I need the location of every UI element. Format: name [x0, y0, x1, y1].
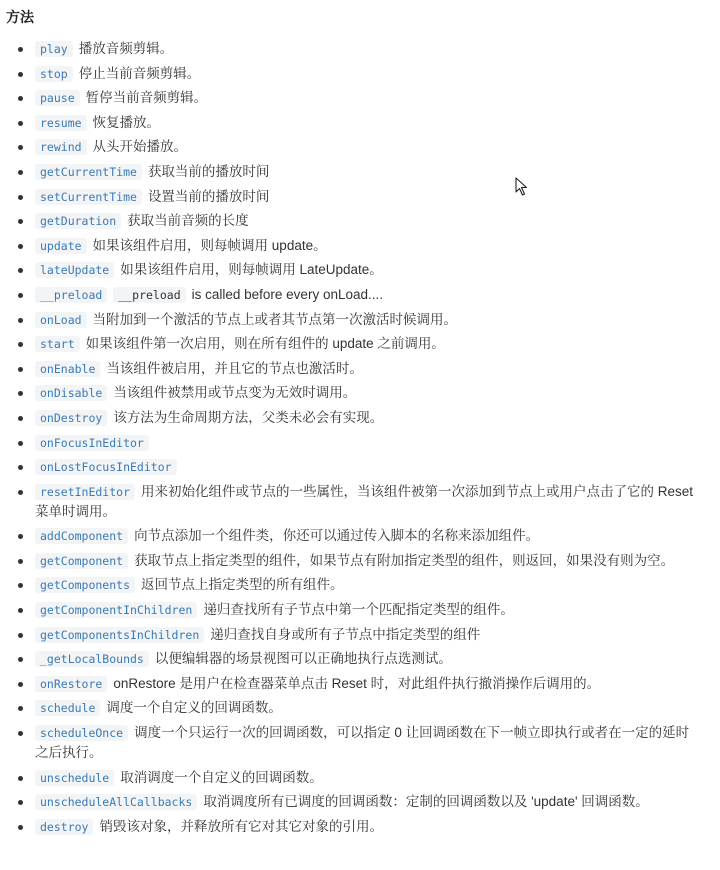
method-item-onenable — [6, 359, 720, 379]
bullet-icon — [18, 219, 23, 224]
method-item-getcurrenttime — [6, 162, 720, 182]
bullet-icon — [18, 72, 23, 77]
method-description: 停止当前音频剪辑。 — [78, 65, 201, 81]
method-description: 如果该组件启用，则每帧调用 LateUpdate。 — [120, 262, 383, 278]
method-item-getcomponents — [6, 575, 720, 595]
method-description: 取消调度一个自定义的回调函数。 — [120, 769, 323, 785]
bullet-icon — [18, 195, 23, 200]
method-name-link[interactable]: _getLocalBounds — [35, 651, 149, 667]
method-name-link[interactable]: unschedule — [35, 770, 114, 786]
method-name-link[interactable]: update — [35, 238, 87, 254]
method-item-getduration — [6, 211, 720, 231]
method-description: 用来初始化组件或节点的一些属性，当该组件被第一次添加到节点上或用户点击了它的 Reset 菜单时调用。 — [35, 483, 694, 519]
bullet-icon — [18, 776, 23, 781]
method-item-resetineditor — [6, 482, 720, 522]
method-name-link[interactable]: onDestroy — [35, 410, 107, 426]
bullet-icon — [18, 318, 23, 323]
method-name-link[interactable]: start — [35, 336, 80, 352]
method-item-getcomponentinchildren — [6, 600, 720, 620]
method-name-link[interactable]: getDuration — [35, 213, 121, 229]
method-name-link[interactable]: resetInEditor — [35, 484, 135, 500]
method-item-schedule — [6, 698, 720, 718]
method-description: 该方法为生命周期方法，父类未必会有实现。 — [113, 409, 384, 425]
bullet-icon — [18, 534, 23, 539]
bullet-icon — [18, 465, 23, 470]
method-description: 销毁该对象，并释放所有它对其它对象的引用。 — [99, 818, 383, 834]
method-name-link[interactable]: schedule — [35, 700, 100, 716]
method-item-setcurrenttime — [6, 187, 720, 207]
method-name-link[interactable]: addComponent — [35, 528, 128, 544]
method-name-link[interactable]: stop — [35, 66, 73, 82]
method-name-link[interactable]: onEnable — [35, 361, 100, 377]
method-name-link[interactable]: scheduleOnce — [35, 725, 128, 741]
bullet-icon — [18, 268, 23, 273]
method-item-unscheduleallcallbacks — [6, 792, 720, 812]
bullet-icon — [18, 559, 23, 564]
method-description: 当该组件被启用，并且它的节点也激活时。 — [106, 360, 363, 376]
method-description: 恢复播放。 — [92, 114, 161, 130]
method-name-link[interactable]: rewind — [35, 139, 87, 155]
method-name-link[interactable]: getComponent — [35, 553, 128, 569]
bullet-icon — [18, 367, 23, 372]
method-description: is called before every onLoad.... — [191, 286, 383, 302]
method-name-link[interactable]: getComponentsInChildren — [35, 627, 204, 643]
bullet-icon — [18, 441, 23, 446]
method-description: 获取当前音频的长度 — [127, 213, 249, 229]
bullet-icon — [18, 416, 23, 421]
method-item-getlocalbounds — [6, 649, 720, 669]
method-item-destroy — [6, 817, 720, 837]
method-description: 从头开始播放。 — [92, 139, 188, 155]
mouse-cursor-icon — [515, 177, 529, 197]
bullet-icon — [18, 47, 23, 52]
method-description: 暂停当前音频剪辑。 — [85, 90, 208, 106]
method-name-link[interactable]: getComponents — [35, 577, 135, 593]
method-name-link[interactable]: resume — [35, 115, 87, 131]
method-name-link[interactable]: unscheduleAllCallbacks — [35, 794, 197, 810]
method-name-link[interactable]: destroy — [35, 819, 93, 835]
bullet-icon — [18, 657, 23, 662]
method-description: onRestore 是用户在检查器菜单点击 Reset 时，对此组件执行撤消操作后调用的。 — [113, 675, 601, 691]
method-name-link[interactable]: lateUpdate — [35, 262, 114, 278]
method-name-link[interactable]: play — [35, 41, 73, 57]
method-item-preload — [6, 285, 720, 305]
method-description: 如果该组件第一次启用，则在所有组件的 update 之前调用。 — [85, 336, 445, 352]
method-name-link[interactable]: getCurrentTime — [35, 164, 142, 180]
method-description: 如果该组件启用，则每帧调用 update。 — [92, 237, 327, 253]
method-name-link[interactable]: onLostFocusInEditor — [35, 459, 177, 475]
method-name-link[interactable]: setCurrentTime — [35, 189, 142, 205]
method-description: 取消调度所有已调度的回调函数：定制的回调函数以及 'update' 回调函数。 — [203, 794, 649, 810]
method-description: 获取节点上指定类型的组件，如果节点有附加指定类型的组件，则返回，如果没有则为空。 — [134, 552, 675, 568]
method-name-link[interactable]: onRestore — [35, 676, 107, 692]
method-item-unschedule — [6, 768, 720, 788]
method-name-link[interactable]: pause — [35, 90, 80, 106]
method-item-scheduleonce — [6, 723, 720, 763]
method-item-getcomponent — [6, 551, 720, 571]
method-name-link[interactable]: getComponentInChildren — [35, 602, 197, 618]
method-item-update — [6, 236, 720, 256]
method-description: 调度一个自定义的回调函数。 — [106, 700, 282, 716]
method-name-link[interactable]: onFocusInEditor — [35, 435, 149, 451]
method-item-stop — [6, 64, 720, 84]
method-item-rewind — [6, 137, 720, 157]
method-item-start — [6, 334, 720, 354]
method-description: 获取当前的播放时间 — [147, 163, 270, 179]
bullet-icon — [18, 608, 23, 613]
method-description: 设置当前的播放时间 — [147, 188, 270, 204]
bullet-icon — [18, 633, 23, 638]
bullet-icon — [18, 490, 23, 495]
bullet-icon — [18, 96, 23, 101]
method-item-onload — [6, 310, 720, 330]
bullet-icon — [18, 583, 23, 588]
method-item-getcomponentsinchildren — [6, 625, 720, 645]
method-item-onrestore — [6, 674, 720, 694]
method-list — [6, 39, 720, 837]
method-item-onlostfocusineditor — [6, 457, 720, 477]
bullet-icon — [18, 706, 23, 711]
method-item-ondisable — [6, 383, 720, 403]
bullet-icon — [18, 800, 23, 805]
bullet-icon — [18, 731, 23, 736]
method-item-ondestroy — [6, 408, 720, 428]
method-description: 以便编辑器的场景视图可以正确地执行点选测试。 — [154, 651, 452, 667]
method-item-pause — [6, 88, 720, 108]
bullet-icon — [18, 342, 23, 347]
method-name-link[interactable]: __preload — [35, 287, 107, 303]
method-item-addcomponent — [6, 526, 720, 546]
method-item-onfocusineditor — [6, 433, 720, 453]
method-description: 递归查找自身或所有子节点中指定类型的组件 — [210, 626, 481, 642]
bullet-icon — [18, 825, 23, 830]
bullet-icon — [18, 293, 23, 298]
method-item-play — [6, 39, 720, 59]
method-description: 返回节点上指定类型的所有组件。 — [141, 577, 344, 593]
bullet-icon — [18, 145, 23, 150]
method-description: 当附加到一个激活的节点上或者其节点第一次激活时候调用。 — [92, 311, 458, 327]
section-heading: 方法 — [6, 9, 34, 25]
method-description: 向节点添加一个组件类，你还可以通过传入脚本的名称来添加组件。 — [134, 528, 540, 544]
method-desc-code: __preload — [113, 287, 185, 303]
method-description: 当该组件被禁用或节点变为无效时调用。 — [113, 385, 357, 401]
method-name-link[interactable]: onLoad — [35, 312, 87, 328]
bullet-icon — [18, 244, 23, 249]
method-description: 调度一个只运行一次的回调函数，可以指定 0 让回调函数在下一帧立即执行或者在一定的延时之后执行。 — [35, 725, 690, 761]
method-description: 递归查找所有子节点中第一个匹配指定类型的组件。 — [203, 602, 514, 618]
bullet-icon — [18, 170, 23, 175]
bullet-icon — [18, 121, 23, 126]
bullet-icon — [18, 391, 23, 396]
method-item-resume — [6, 113, 720, 133]
bullet-icon — [18, 682, 23, 687]
method-item-lateupdate — [6, 260, 720, 280]
method-name-link[interactable]: onDisable — [35, 385, 107, 401]
method-description: 播放音频剪辑。 — [78, 41, 174, 56]
